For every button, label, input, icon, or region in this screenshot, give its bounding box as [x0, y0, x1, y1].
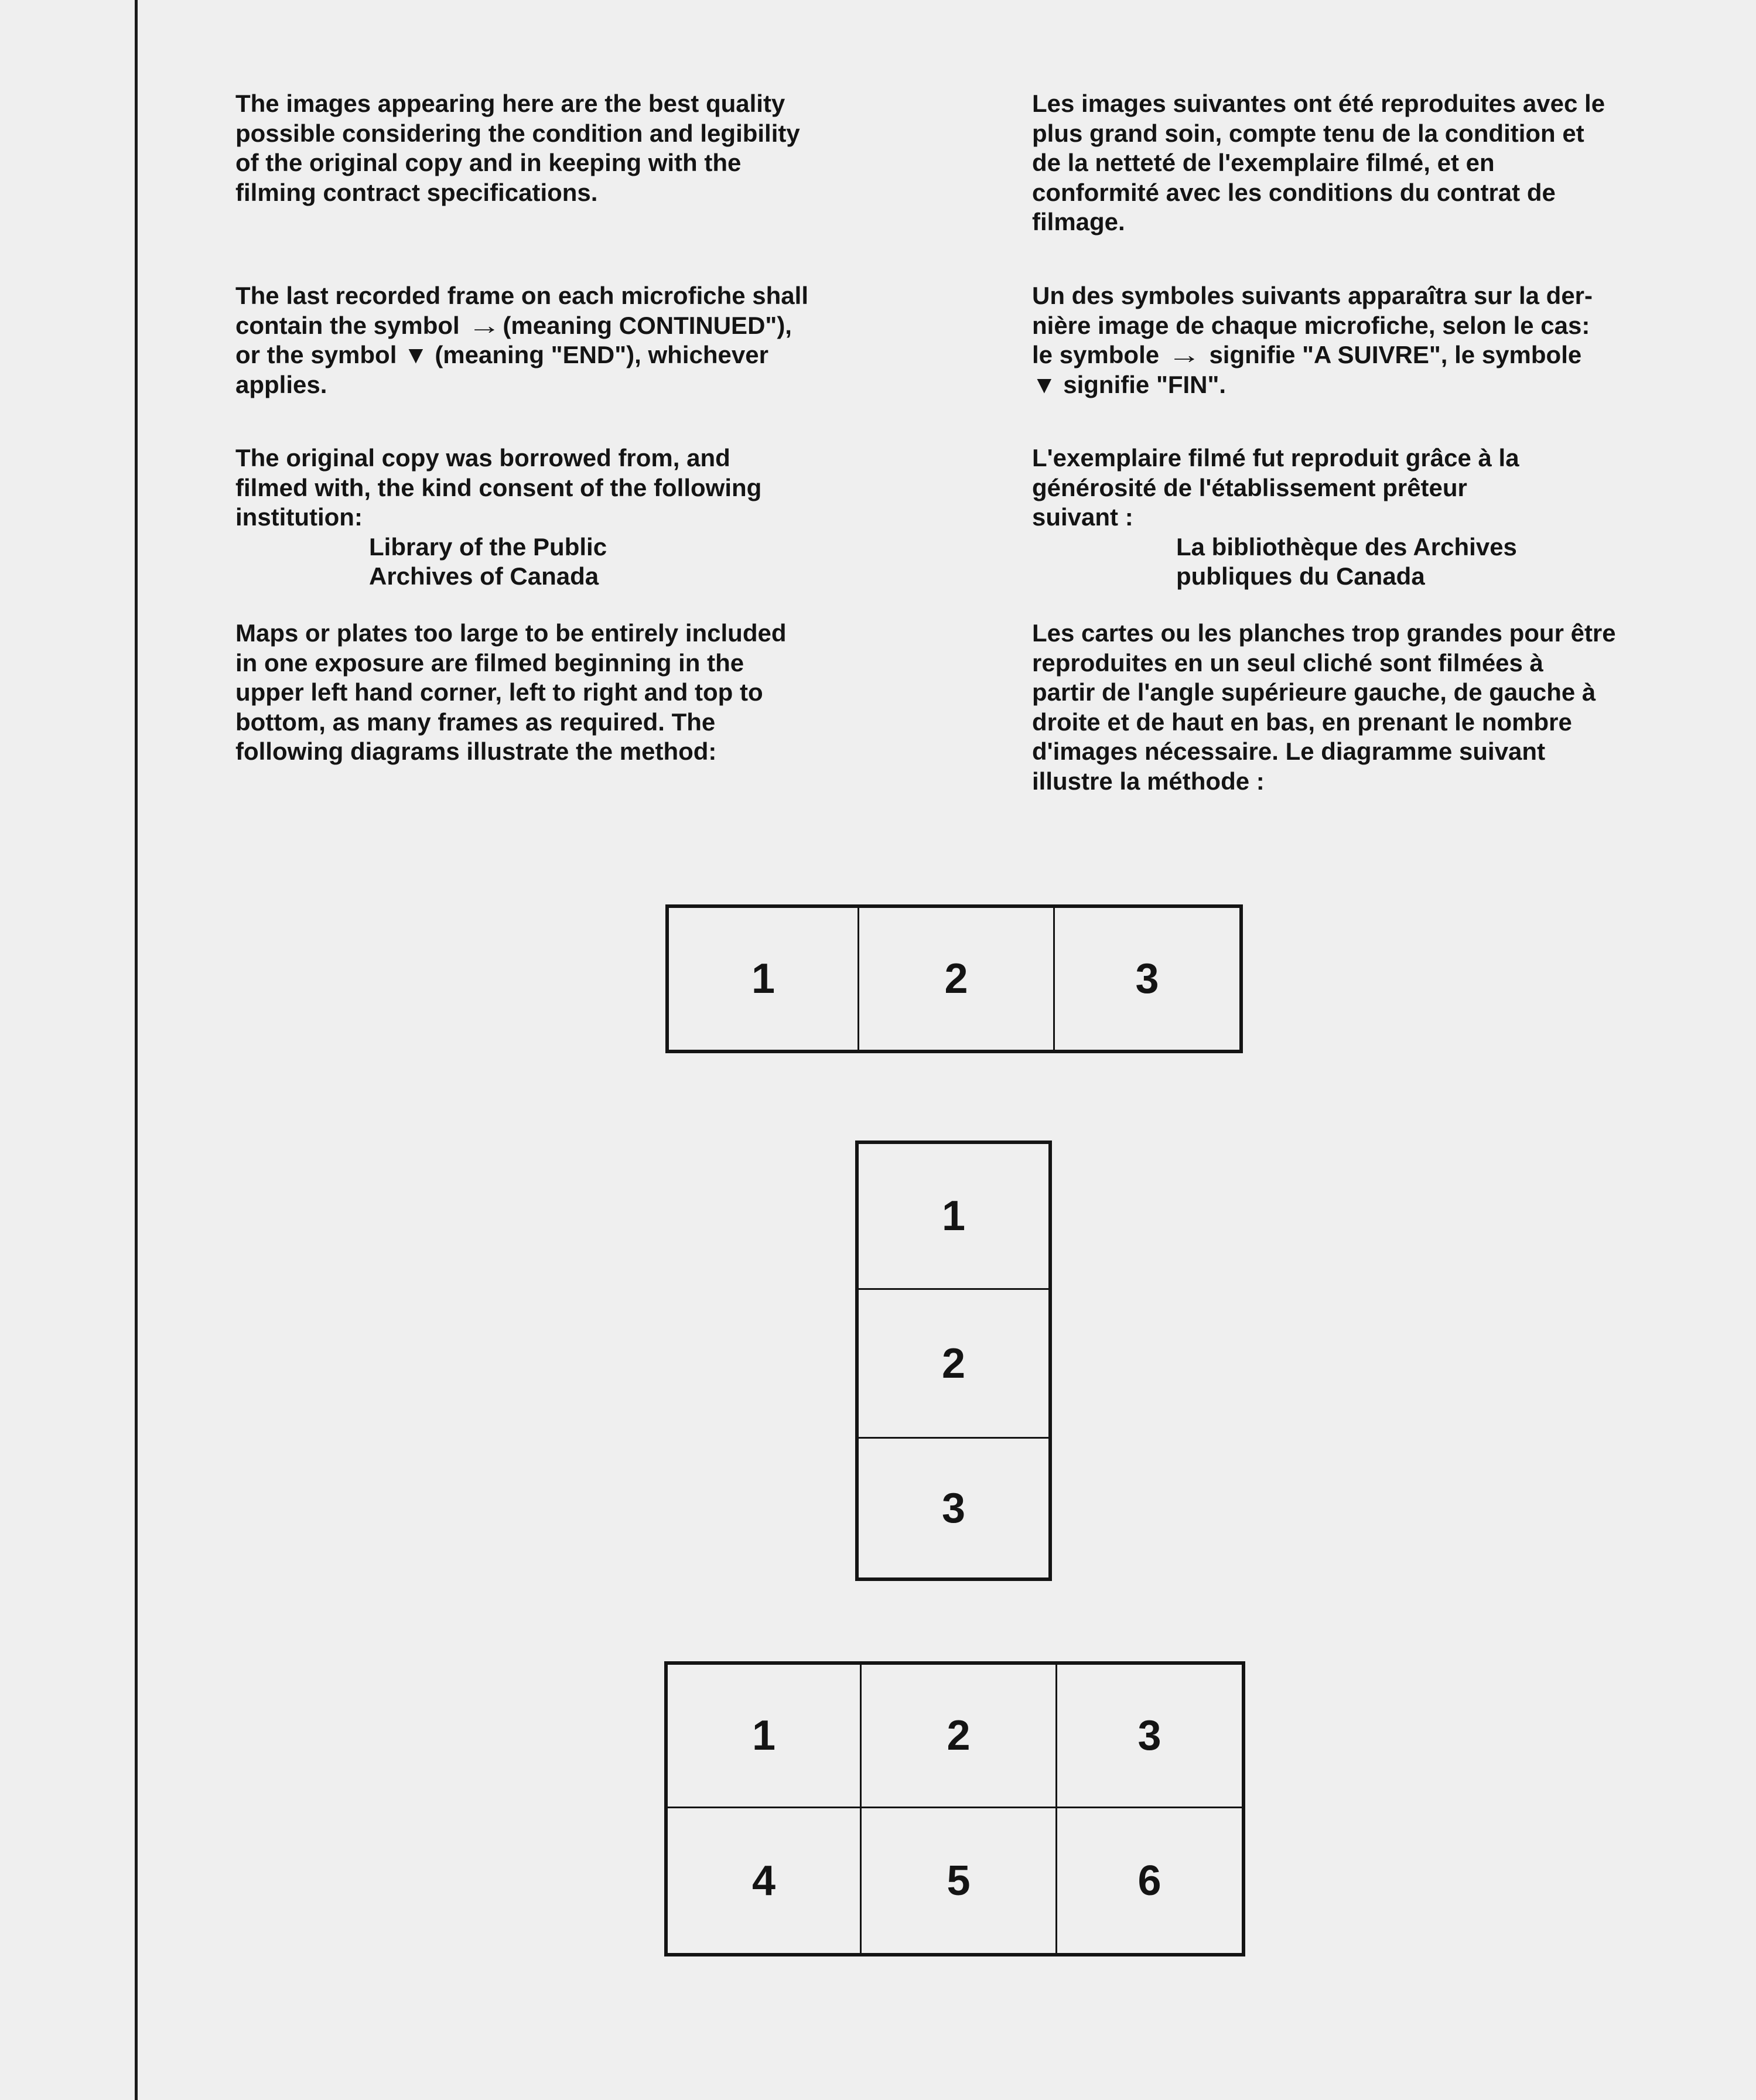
diagram-row	[665, 904, 1243, 1053]
english-maps-paragraph: Maps or plates too large to be entirely included in one exposure are filmed beginning in the upper left hand corner, left to right and top to bottom, as many frames as required. The following diagrams illustrate the method:	[235, 619, 787, 765]
diagram-cell: 2	[860, 1665, 1055, 1807]
french-institution-paragraph: L'exemplaire filmé fut reproduit grâce à la générosité de l'établissement prêteur suivant : La bibliothèque des Archives publiques du Canada	[1032, 444, 1519, 590]
english-institution-paragraph: The original copy was borrowed from, and filmed with, the kind consent of the following institution: Library of the Public Archives of Canada	[235, 444, 762, 590]
english-quality-paragraph: The images appearing here are the best quality possible considering the condition and legibility of the original copy and in keeping with the filming contract specifications.	[235, 90, 800, 206]
diagram-cell: 6	[1055, 1807, 1242, 1953]
diagram-cell: 1	[941, 1193, 966, 1239]
page-edge-line	[135, 0, 138, 2100]
diagram-column	[855, 1141, 1052, 1581]
french-quality-paragraph: Les images suivantes ont été reproduites avec le plus grand soin, compte tenu de la condition et de la netteté de l'exemplaire filmé, et en conformité avec les conditions du contrat de filmage.	[1032, 90, 1605, 235]
diagram-cell: 3	[859, 1437, 1048, 1577]
diagram-cell: 5	[860, 1807, 1055, 1953]
diagram-cell: 1	[751, 1712, 776, 1759]
french-symbols-paragraph: Un des symboles suivants apparaîtra sur la der- nière image de chaque microfiche, selon le cas: le symbole → signifie "A SUIVRE", le symbole ▼ signifie "FIN".	[1032, 281, 1593, 399]
french-institution-name: La bibliothèque des Archives	[1176, 532, 1517, 561]
english-institution-name: Library of the Public	[369, 532, 607, 561]
continued-arrow-icon: →	[468, 311, 501, 339]
french-maps-paragraph: Les cartes ou les planches trop grandes pour être reproduites en un seul cliché sont filmées à partir de l'angle supérieure gauche, de gauche à droite et de haut en bas, en prenant le nombre d'images nécessaire. Le diagramme suivant illustre la méthode :	[1032, 619, 1616, 795]
english-symbols-paragraph: The last recorded frame on each microfiche shall contain the symbol →(meaning CONTINUED"), or the symbol ▼ (meaning "END"), whichever applies.	[235, 282, 808, 398]
diagram-cell: 3	[1053, 908, 1239, 1050]
diagram-cell: 1	[751, 955, 775, 1002]
continued-arrow-icon: →	[1167, 341, 1201, 368]
diagram-cell: 3	[1055, 1665, 1242, 1807]
diagram-cell: 4	[668, 1807, 860, 1953]
end-triangle-icon: ▼	[404, 341, 428, 368]
diagram-cell: 2	[857, 908, 1053, 1050]
diagram-cell: 2	[859, 1288, 1048, 1437]
end-triangle-icon: ▼	[1032, 370, 1057, 398]
diagram-grid	[664, 1661, 1245, 1956]
